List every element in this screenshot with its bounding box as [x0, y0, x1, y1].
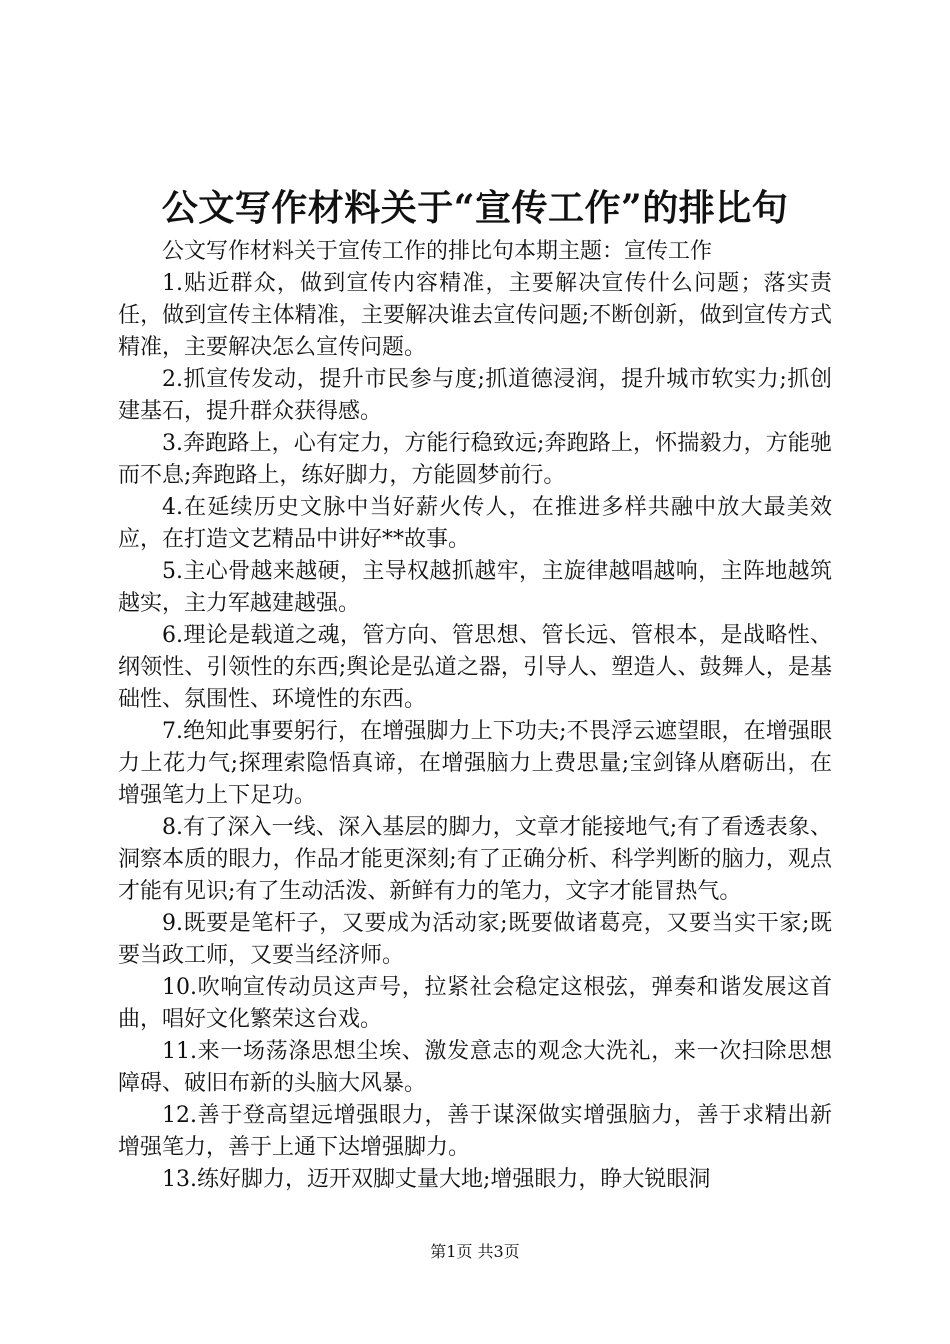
paragraph-4: 4.在延续历史文脉中当好薪火传人，在推进多样共融中放大最美效应，在打造文艺精品中讲好**故事。 — [118, 495, 832, 552]
document-body — [118, 236, 832, 1196]
paragraph-intro: 公文写作材料关于宣传工作的排比句本期主题：宣传工作 — [162, 239, 713, 264]
paragraph-8: 8.有了深入一线、深入基层的脚力，文章才能接地气;有了看透表象、洞察本质的眼力，作品才能更深刻;有了正确分析、科学判断的脑力，观点才能有见识;有了生动活泼、新鲜有力的笔力，文字才能冒热气。 — [118, 815, 832, 904]
paragraph-13: 13.练好脚力，迈开双脚丈量大地;增强眼力，睁大锐眼洞 — [162, 1167, 711, 1192]
paragraph-1: 1.贴近群众，做到宣传内容精准，主要解决宣传什么问题；落实责任，做到宣传主体精准，主要解决谁去宣传问题;不断创新，做到宣传方式精准，主要解决怎么宣传问题。 — [118, 271, 832, 360]
paragraph-3: 3.奔跑路上，心有定力，方能行稳致远;奔跑路上，怀揣毅力，方能驰而不息;奔跑路上，练好脚力，方能圆梦前行。 — [118, 431, 832, 488]
paragraph-6: 6.理论是载道之魂，管方向、管思想、管长远、管根本，是战略性、纲领性、引领性的东西;舆论是弘道之器，引导人、塑造人、鼓舞人，是基础性、氛围性、环境性的东西。 — [118, 623, 832, 712]
page-footer: 第1页 共3页 — [430, 1242, 520, 1261]
paragraph-7: 7.绝知此事要躬行，在增强脚力上下功夫;不畏浮云遮望眼，在增强眼力上花力气;探理索隐悟真谛，在增强脑力上费思量;宝剑锋从磨砺出，在增强笔力上下足功。 — [118, 719, 832, 808]
document-title: 公文写作材料关于“宣传工作”的排比句 — [161, 187, 789, 229]
paragraph-9: 9.既要是笔杆子，又要成为活动家;既要做诸葛亮，又要当实干家;既要当政工师，又要当经济师。 — [118, 911, 832, 968]
paragraph-12: 12.善于登高望远增强眼力，善于谋深做实增强脑力，善于求精出新增强笔力，善于上通下达增强脚力。 — [118, 1103, 832, 1160]
paragraph-10: 10.吹响宣传动员这声号，拉紧社会稳定这根弦，弹奏和谐发展这首曲，唱好文化繁荣这台戏。 — [118, 975, 832, 1032]
paragraph-11: 11.来一场荡涤思想尘埃、激发意志的观念大洗礼，来一次扫除思想障碍、破旧布新的头脑大风暴。 — [118, 1039, 832, 1096]
paragraph-2: 2.抓宣传发动，提升市民参与度;抓道德浸润，提升城市软实力;抓创建基石，提升群众获得感。 — [118, 367, 832, 424]
paragraph-5: 5.主心骨越来越硬，主导权越抓越牢，主旋律越唱越响，主阵地越筑越实，主力军越建越强。 — [118, 559, 832, 616]
